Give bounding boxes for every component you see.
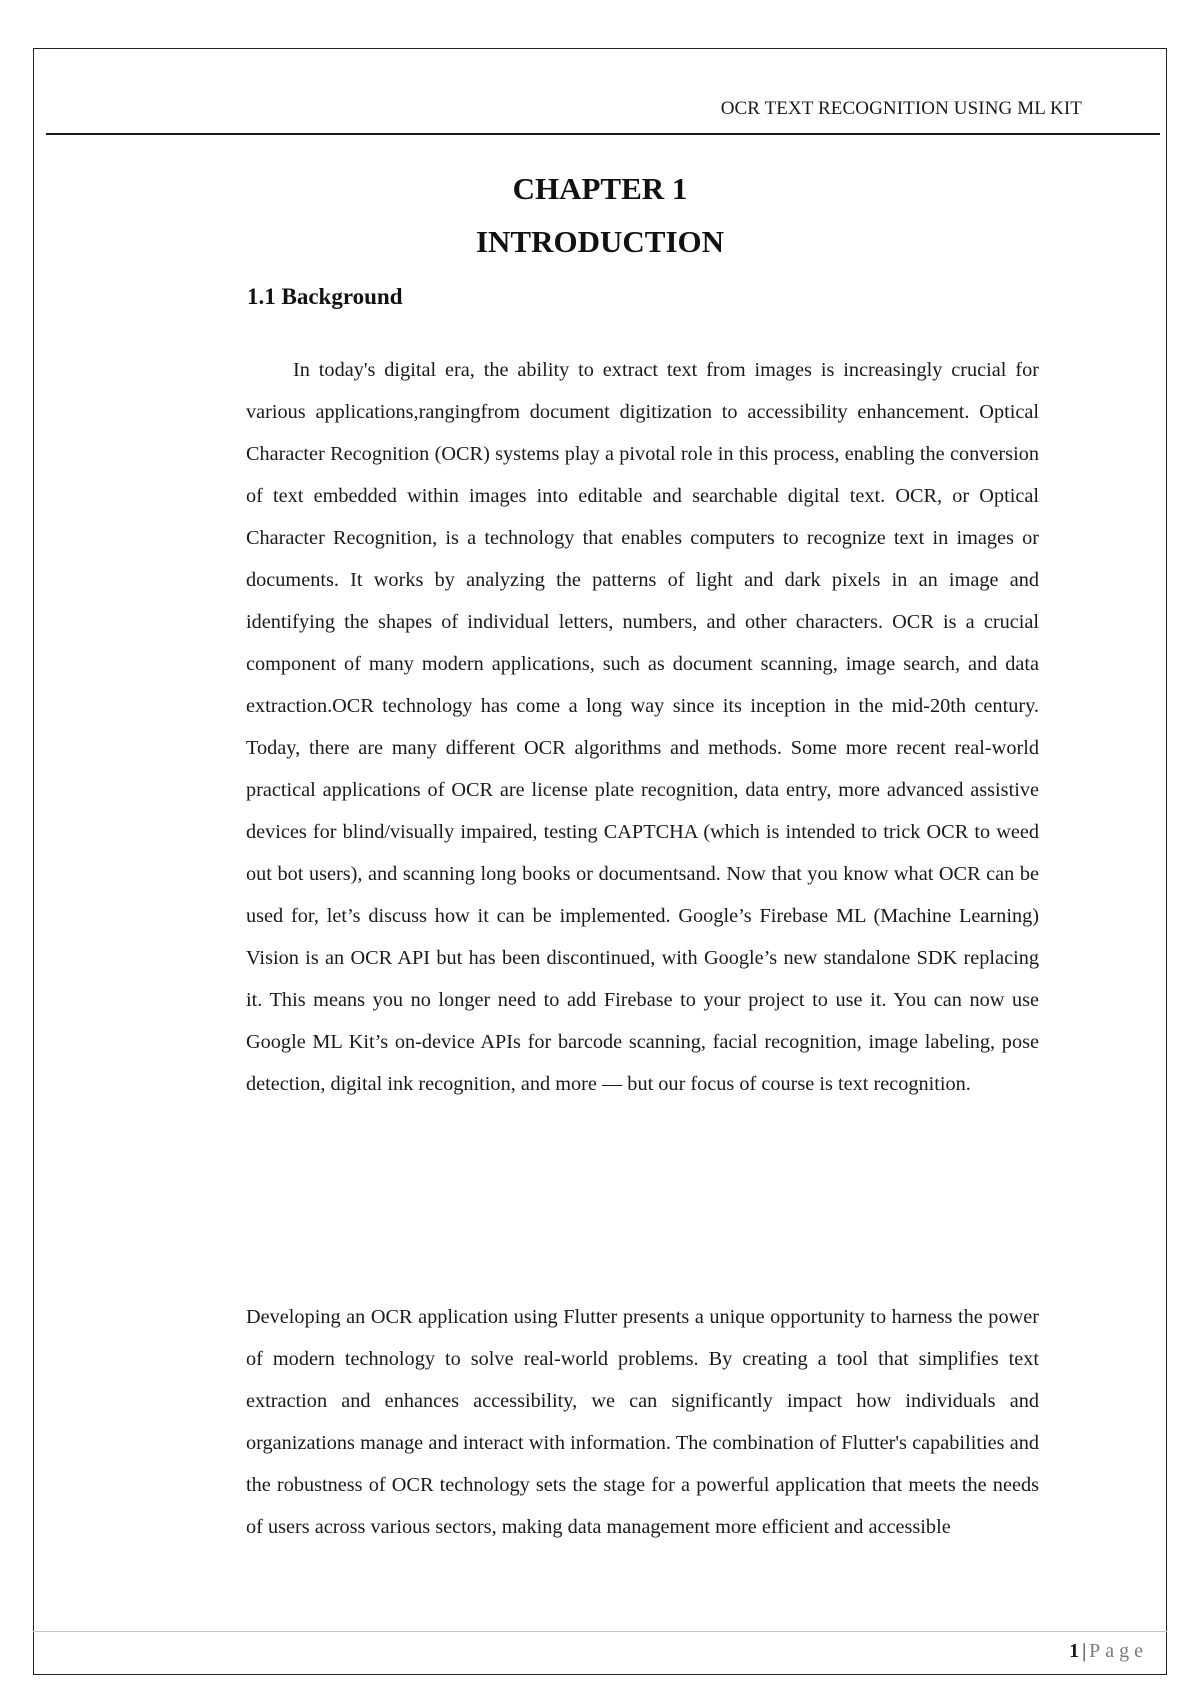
chapter-number: CHAPTER 1: [512, 171, 688, 206]
page-number-separator: |: [1082, 1640, 1087, 1662]
page-number: [1069, 1640, 1148, 1663]
running-header: OCR TEXT RECOGNITION USING ML KIT: [720, 98, 1082, 119]
body-paragraph-1: In today's digital era, the ability to extract text from images is increasingly crucial for various applications,rangingfrom document digitization to accessibility enhancement. Optical Character Recognition (OCR) systems play a pivotal role in this process, enabling the conversion of text embedded within images into editable and searchable digital text. OCR, or Optical Character Recognition, is a technology that enables computers to recognize text in images or documents. It works by analyzing the patterns of light and dark pixels in an image and identifying the shapes of individual letters, numbers, and other characters. OCR is a crucial component of many modern applications, such as document scanning, image search, and data extraction.OCR technology has come a long way since its inception in the mid-20th century. Today, there are many different OCR algorithms and methods. Some more recent real-world practical applications of OCR are license plate recognition, data entry, more advanced assistive devices for blind/visually impaired, testing CAPTCHA (which is intended to trick OCR to weed out bot users), and scanning long books or documentsand. Now that you know what OCR can be used for, let’s discuss how it can be implemented. Google’s Firebase ML (Machine Learning) Vision is an OCR API but has been discontinued, with Google’s new standalone SDK replacing it. This means you no longer need to add Firebase to your project to use it. You can now use Google ML Kit’s on-device APIs for barcode scanning, facial recognition, image labeling, pose detection, digital ink recognition, and more — but our focus of course is text recognition.: [246, 359, 1039, 1095]
page-number-value: 1: [1069, 1640, 1080, 1662]
footer-rule: [33, 1631, 1167, 1632]
body-paragraph-2: Developing an OCR application using Flutter presents a unique opportunity to harness the power of modern technology to solve real-world problems. By creating a tool that simplifies text extraction and enhances accessibility, we can significantly impact how individuals and organizations manage and interact with information. The combination of Flutter's capabilities and the robustness of OCR technology sets the stage for a powerful application that meets the needs of users across various sectors, making data management more efficient and accessible: [246, 1306, 1039, 1538]
chapter-title: INTRODUCTION: [475, 224, 725, 259]
section-heading: 1.1 Background: [247, 284, 403, 309]
header-rule: [46, 133, 1160, 135]
page-word: Page: [1089, 1640, 1148, 1662]
